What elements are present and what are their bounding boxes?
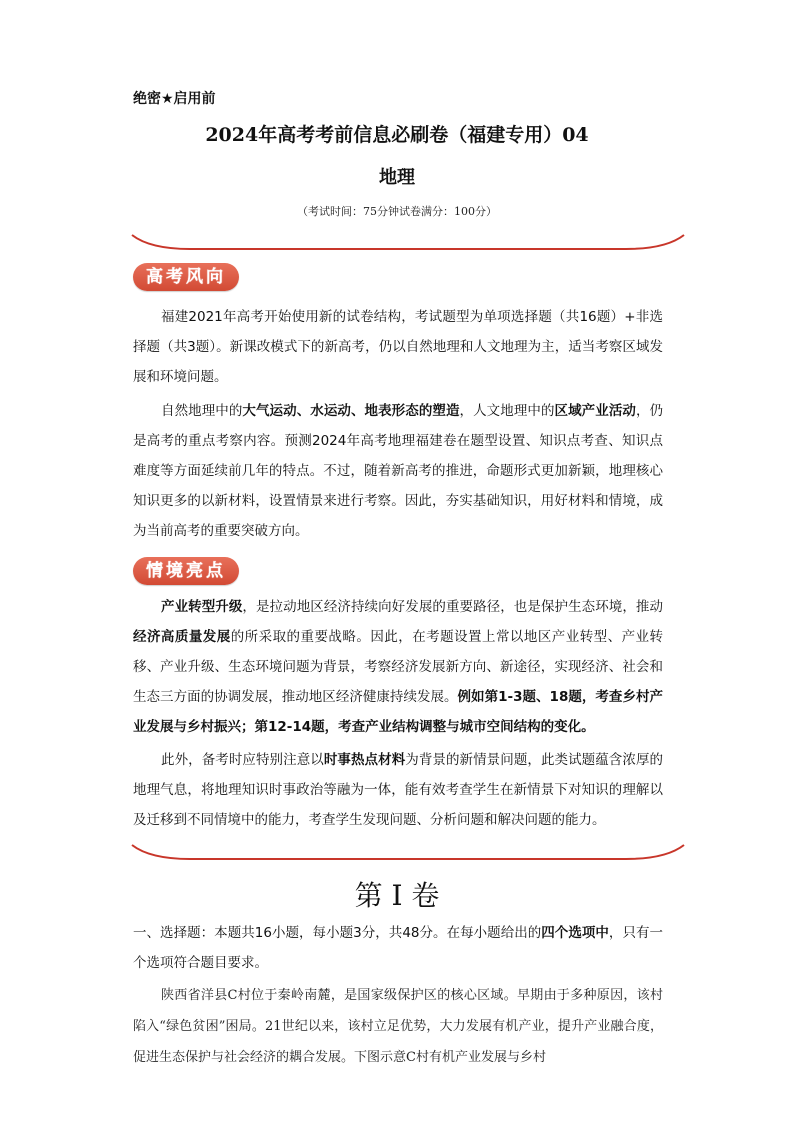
exam-title: 2024年高考考前信息必刷卷（福建专用）04 [205, 124, 589, 146]
exam-info: （考试时间：75分钟试卷满分：100分） [297, 205, 497, 218]
highlights-paragraph-1: 产业转型升级，是拉动地区经济持续向好发展的重要路径，也是保护生态环境，推动经济高质量发展的所采取的重要战略。因此，在考题设置上常以地区产业转型、产业转移、产业升级、生态环境问题为背景，考察经济发展新方向、新途径，实现经济、社会和生态三方面的协调发展，推动地区经济健康持续发展。例如第1-3题、18题，考查乡村产业发展与乡村振兴；第12-14题，考查产业结构调整与城市空间结构的变化。 [133, 599, 664, 735]
question-instructions: 一、选择题：本题共16小题，每小题3分，共48分。在每小题给出的四个选项中，只有一个选项符合题目要求。 [133, 925, 664, 971]
section-badge-trend: 高考风向 [133, 263, 239, 291]
section-badge-highlights: 情境亮点 [133, 557, 239, 585]
volume-title: 第 I 卷 [354, 879, 440, 912]
top-divider [130, 233, 686, 253]
trend-paragraph-2: 自然地理中的大气运动、水运动、地表形态的塑造，人文地理中的区域产业活动，仍是高考的重点考察内容。预测2024年高考地理福建卷在题型设置、知识点考查、知识点难度等方面延续前几年的特点。不过，随着新高考的推进，命题形式更加新颖，地理核心知识更多的以新材料，设置情景来进行考察。因此，夯实基础知识，用好材料和情境，成为当前高考的重要突破方向。 [133, 403, 664, 539]
question-passage: 陕西省洋县C村位于秦岭南麓，是国家级保护区的核心区域。早期由于多种原因，该村陷入“绿色贫困”困局。21世纪以来，该村立足优势，大力发展有机产业，提升产业融合度，促进生态保护与社会经济的耦合发展。下图示意C村有机产业发展与乡村 [133, 988, 663, 1065]
bottom-divider [130, 843, 686, 863]
subject-title: 地理 [379, 167, 415, 188]
highlights-paragraph-2: 此外，备考时应特别注意以时事热点材料为背景的新情景问题，此类试题蕴含浓厚的地理气息，将地理知识时事政治等融为一体，能有效考查学生在新情景下对知识的理解以及迁移到不同情境中的能力，考查学生发现问题、分析问题和解决问题的能力。 [133, 752, 664, 828]
trend-paragraph-1: 福建2021年高考开始使用新的试卷结构，考试题型为单项选择题（共16题）+非选择题（共3题）。新课改模式下的新高考，仍以自然地理和人文地理为主，适当考察区域发展和环境问题。 [133, 309, 663, 385]
secret-mark: 绝密★启用前 [133, 91, 216, 107]
